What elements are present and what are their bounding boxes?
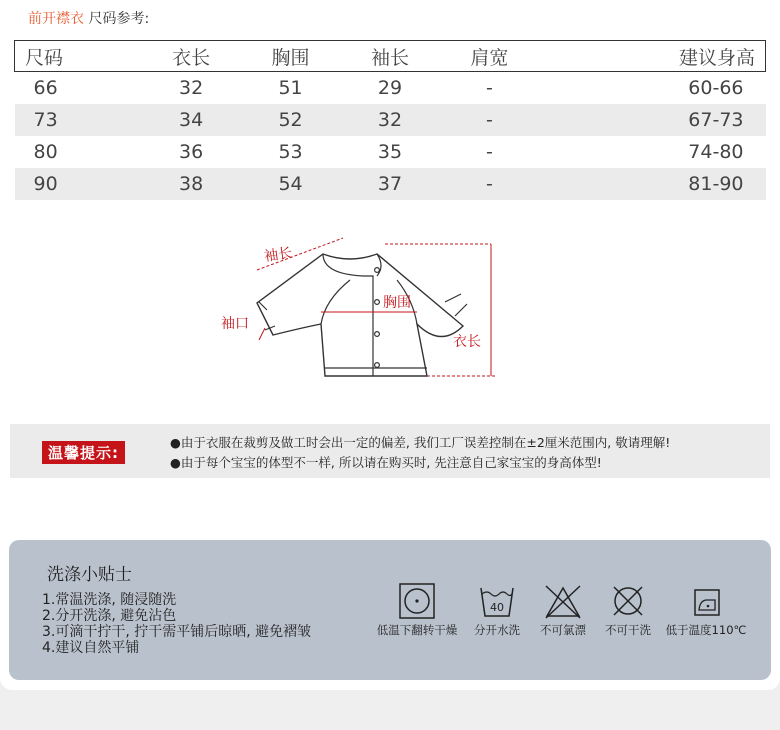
table-cell: 74-80 bbox=[688, 140, 744, 163]
care-title: 洗涤小贴士 bbox=[47, 565, 132, 585]
care-icon-label: 不可干洗 bbox=[605, 623, 651, 637]
list-item: 3.可滴干拧干, 拧干需平铺后晾晒, 避免褶皱 bbox=[42, 624, 312, 640]
care-icon-item bbox=[467, 582, 527, 638]
label-chest: 胸围 bbox=[383, 295, 411, 311]
table-cell: 29 bbox=[377, 76, 403, 99]
header-height: 建议身高 bbox=[539, 41, 765, 72]
table-cell: 67-73 bbox=[539, 104, 765, 136]
care-panel bbox=[9, 540, 771, 680]
wash-40-icon bbox=[478, 582, 516, 620]
iron-low-icon bbox=[687, 582, 725, 620]
care-icon-item bbox=[598, 582, 658, 638]
list-item: 4.建议自然平铺 bbox=[42, 640, 140, 656]
heading-accent: 前开襟衣 bbox=[28, 11, 84, 27]
table-row bbox=[15, 72, 766, 104]
table-cell: - bbox=[486, 140, 493, 163]
notice-badge: 温馨提示: bbox=[42, 441, 125, 464]
table-row bbox=[15, 168, 766, 200]
header-size: 尺码 bbox=[15, 41, 142, 72]
table-cell: 32 bbox=[179, 76, 204, 99]
size-heading bbox=[28, 8, 149, 28]
table-cell: 66 bbox=[33, 76, 58, 99]
table-cell: 90 bbox=[15, 168, 142, 200]
notice-box bbox=[10, 424, 770, 478]
care-list bbox=[42, 592, 311, 656]
table-cell: 35 bbox=[377, 140, 403, 163]
header-length: 衣长 bbox=[141, 41, 240, 72]
list-item: 1.常温洗涤, 随浸随洗 bbox=[42, 592, 177, 608]
care-icon-label: 分开水洗 bbox=[474, 623, 520, 637]
no-bleach-icon bbox=[544, 582, 582, 620]
tumble-dry-low-icon bbox=[398, 582, 436, 620]
table-cell: - bbox=[440, 104, 539, 136]
table-cell: 37 bbox=[340, 168, 439, 200]
table-row bbox=[15, 136, 766, 168]
header-sleeve: 袖长 bbox=[340, 41, 439, 72]
care-icon-label: 低于温度110℃ bbox=[665, 623, 747, 637]
label-body-length: 衣长 bbox=[453, 334, 481, 350]
table-cell: 60-66 bbox=[688, 76, 744, 99]
notice-line: ●由于每个宝宝的体型不一样, 所以请在购买时, 先注意自己家宝宝的身高体型! bbox=[170, 455, 602, 470]
care-icon-label: 不可氯漂 bbox=[540, 623, 586, 637]
care-icon-label: 低温下翻转干燥 bbox=[376, 623, 458, 637]
table-cell: 81-90 bbox=[539, 168, 765, 200]
table-cell: 51 bbox=[278, 76, 303, 99]
care-icon-item bbox=[663, 582, 749, 638]
table-cell: 38 bbox=[141, 168, 240, 200]
table-row bbox=[15, 104, 766, 136]
header-chest: 胸围 bbox=[241, 41, 340, 72]
table-cell: - bbox=[440, 168, 539, 200]
list-item: 2.分开洗涤, 避免沾色 bbox=[42, 608, 177, 624]
table-cell: 54 bbox=[241, 168, 340, 200]
size-table bbox=[14, 40, 766, 200]
garment-outline bbox=[257, 254, 463, 376]
table-cell: 34 bbox=[141, 104, 240, 136]
no-dry-clean-icon bbox=[609, 582, 647, 620]
table-cell: 32 bbox=[340, 104, 439, 136]
notice-line: ●由于衣服在裁剪及做工时会出一定的偏差, 我们工厂误差控制在±2厘米范围内, 敬请理解! bbox=[170, 435, 671, 450]
table-cell: 52 bbox=[241, 104, 340, 136]
table-cell: 53 bbox=[278, 140, 303, 163]
header-shoulder: 肩宽 bbox=[440, 41, 539, 72]
care-icons bbox=[371, 582, 751, 642]
table-cell: 36 bbox=[179, 140, 204, 163]
label-sleeve-length: 袖长 bbox=[263, 245, 294, 265]
table-header-row bbox=[15, 41, 766, 72]
table-cell: 73 bbox=[15, 104, 142, 136]
heading-text: 尺码参考: bbox=[88, 11, 150, 27]
garment-diagram bbox=[215, 230, 505, 390]
care-icon-item bbox=[371, 582, 463, 638]
label-cuff: 袖口 bbox=[221, 316, 249, 332]
table-cell: - bbox=[486, 76, 493, 99]
care-icon-item bbox=[533, 582, 593, 638]
wash-temp: 40 bbox=[490, 601, 504, 614]
table-cell: 80 bbox=[33, 140, 58, 163]
